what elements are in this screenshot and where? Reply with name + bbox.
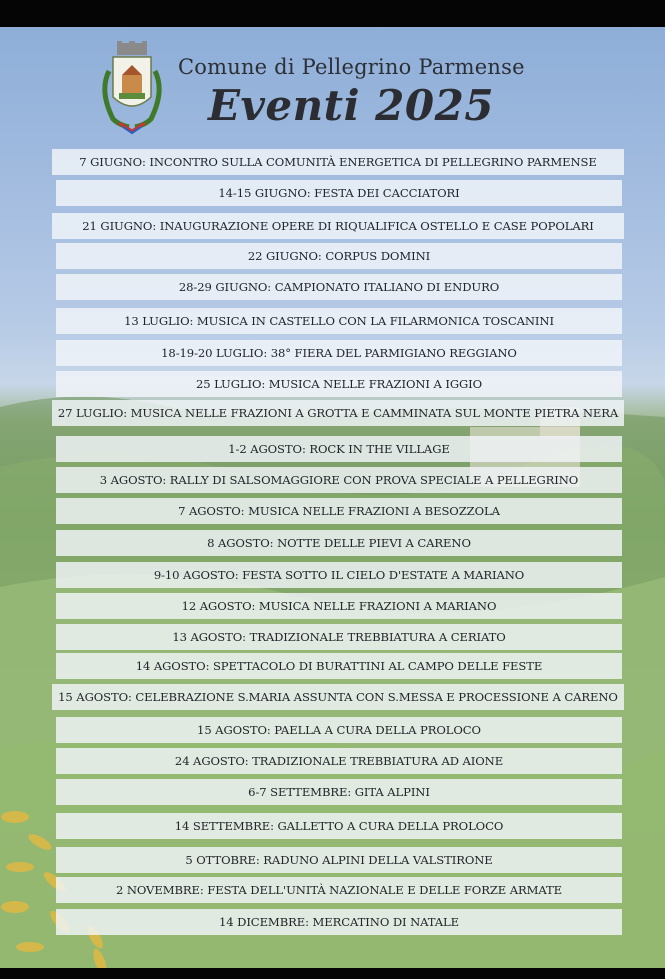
event-item: 14-15 GIUGNO: FESTA DEI CACCIATORI	[56, 180, 622, 206]
event-list	[0, 27, 665, 968]
event-item: 6-7 SETTEMBRE: GITA ALPINI	[56, 779, 622, 805]
event-poster	[0, 27, 665, 968]
event-item: 27 LUGLIO: MUSICA NELLE FRAZIONI A GROTTA E CAMMINATA SUL MONTE PIETRA NERA	[52, 400, 624, 426]
event-item: 15 AGOSTO: PAELLA A CURA DELLA PROLOCO	[56, 717, 622, 743]
top-black-bar	[0, 0, 665, 27]
event-item: 24 AGOSTO: TRADIZIONALE TREBBIATURA AD AIONE	[56, 748, 622, 774]
eventi-title: Eventi 2025	[208, 81, 495, 130]
bottom-black-bar	[0, 968, 665, 979]
event-item: 21 GIUGNO: INAUGURAZIONE OPERE DI RIQUALIFICA OSTELLO E CASE POPOLARI	[52, 213, 624, 239]
event-item: 25 LUGLIO: MUSICA NELLE FRAZIONI A IGGIO	[56, 371, 622, 397]
event-item: 8 AGOSTO: NOTTE DELLE PIEVI A CARENO	[56, 530, 622, 556]
event-item: 7 AGOSTO: MUSICA NELLE FRAZIONI A BESOZZOLA	[56, 498, 622, 524]
event-item: 15 AGOSTO: CELEBRAZIONE S.MARIA ASSUNTA CON S.MESSA E PROCESSIONE A CARENO	[52, 684, 624, 710]
event-item: 9-10 AGOSTO: FESTA SOTTO IL CIELO D'ESTATE A MARIANO	[56, 562, 622, 588]
event-item: 18-19-20 LUGLIO: 38° FIERA DEL PARMIGIANO REGGIANO	[56, 340, 622, 366]
event-item: 12 AGOSTO: MUSICA NELLE FRAZIONI A MARIANO	[56, 593, 622, 619]
event-item: 13 LUGLIO: MUSICA IN CASTELLO CON LA FILARMONICA TOSCANINI	[56, 308, 622, 334]
event-item: 22 GIUGNO: CORPUS DOMINI	[56, 243, 622, 269]
event-item: 14 SETTEMBRE: GALLETTO A CURA DELLA PROLOCO	[56, 813, 622, 839]
event-item: 3 AGOSTO: RALLY DI SALSOMAGGIORE CON PROVA SPECIALE A PELLEGRINO	[56, 467, 622, 493]
event-item: 14 DICEMBRE: MERCATINO DI NATALE	[56, 909, 622, 935]
comune-title: Comune di Pellegrino Parmense	[178, 55, 525, 79]
event-item: 14 AGOSTO: SPETTACOLO DI BURATTINI AL CAMPO DELLE FESTE	[56, 653, 622, 679]
event-item: 2 NOVEMBRE: FESTA DELL'UNITÀ NAZIONALE E DELLE FORZE ARMATE	[56, 877, 622, 903]
event-item: 13 AGOSTO: TRADIZIONALE TREBBIATURA A CERIATO	[56, 624, 622, 650]
event-item: 5 OTTOBRE: RADUNO ALPINI DELLA VALSTIRONE	[56, 847, 622, 873]
event-item: 28-29 GIUGNO: CAMPIONATO ITALIANO DI ENDURO	[56, 274, 622, 300]
event-item: 7 GIUGNO: INCONTRO SULLA COMUNITÀ ENERGETICA DI PELLEGRINO PARMENSE	[52, 149, 624, 175]
event-item: 1-2 AGOSTO: ROCK IN THE VILLAGE	[56, 436, 622, 462]
